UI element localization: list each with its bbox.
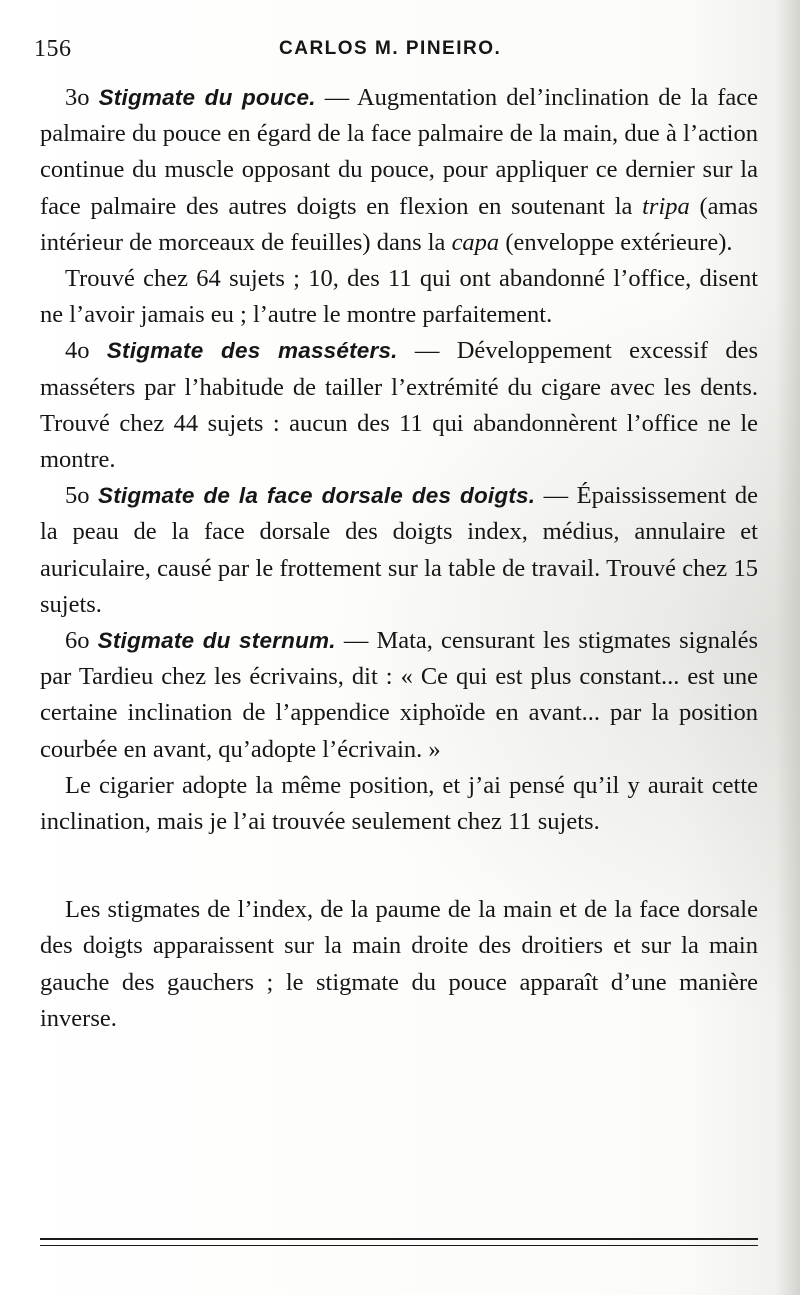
- paragraph-cigarier: [40, 768, 758, 840]
- running-head: CARLOS M. PINEIRO.: [279, 38, 502, 59]
- paragraph-conclusion: [40, 892, 758, 1037]
- paragraph-stigmate-face-dorsale: [40, 478, 758, 623]
- paragraph-gap: [40, 840, 758, 892]
- paragraph-text: — Épaississement de la peau de la face dorsale des doigts index, médius, annulaire et auriculaire, causé par le frottement sur la table de travail. Trouvé chez 15 sujets.: [40, 482, 758, 618]
- paragraph-text: Le cigarier adopte la même position, et j’ai pensé qu’il y aurait cette inclination, mais je l’ai trouvée seulement chez 11 sujets.: [40, 771, 758, 836]
- paragraph-text: Trouvé chez 64 sujets ; 10, des 11 qui ont abandonné l’office, disent ne l’avoir jamais eu ; l’autre le montre parfaitement.: [40, 265, 758, 329]
- paragraph-text: (amas intérieur de morceaux de feuilles) dans la: [40, 192, 758, 256]
- section-title: Stigmate des masséters.: [106, 338, 398, 364]
- paragraph-text: (enveloppe extérieure).: [499, 228, 733, 256]
- paragraph-stigmate-sternum: [40, 623, 758, 768]
- footer-rule-thick: [40, 1238, 758, 1240]
- section-title: Stigmate de la face dorsale des doigts.: [98, 483, 536, 509]
- paragraph-trouve-pouce: [40, 261, 758, 333]
- section-number: 4o: [65, 337, 107, 365]
- section-number: 3o: [65, 84, 99, 111]
- paragraph-text: — Mata, censurant les stigmates signalés par Tardieu chez les écrivains, dit : « Ce qui est plus constant... est une certaine inclination de l’appendice xiphoïde en avant... par la position courbée en avant, qu’adopte l’écrivain. »: [40, 627, 758, 763]
- page-edge-shadow: [776, 0, 800, 1295]
- paragraph-stigmate-pouce: [40, 80, 758, 261]
- paragraph-text: — Augmentation del’inclination de la face palmaire du pouce en égard de la face palmaire de la main, due à l’action continue du muscle opposant du pouce, pour appliquer ce dernier sur la face palmaire des autres doigts en flexion en soutenant la: [40, 84, 758, 220]
- page-header: [34, 36, 760, 66]
- italic-term: capa: [451, 228, 500, 256]
- section-title: Stigmate du pouce.: [98, 85, 316, 110]
- italic-term: tripa: [642, 192, 690, 220]
- page-number: 156: [34, 36, 72, 62]
- section-title: Stigmate du sternum.: [97, 628, 336, 654]
- section-number: 6o: [65, 627, 98, 655]
- body-text: [40, 80, 758, 1037]
- paragraph-text: Les stigmates de l’index, de la paume de la main et de la face dorsale des doigts apparaissent sur la main droite des droitiers et sur la main gauche des gauchers ; le stigmate du pouce apparaît d’une manière inverse.: [40, 896, 758, 1032]
- paragraph-stigmate-masseters: [40, 333, 758, 478]
- section-number: 5o: [65, 482, 98, 510]
- footer-rule-thin: [40, 1245, 758, 1246]
- paragraph-text: — Développement excessif des masséters par l’habitude de tailler l’extrémité du cigare avec les dents. Trouvé chez 44 sujets : aucun des 11 qui abandonnèrent l’office ne le montre.: [40, 337, 758, 474]
